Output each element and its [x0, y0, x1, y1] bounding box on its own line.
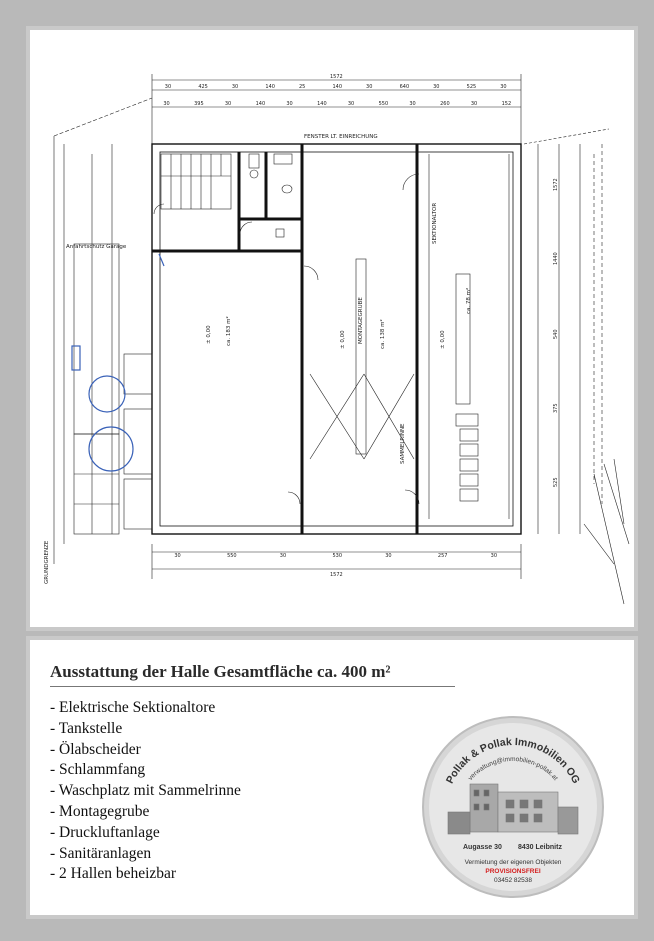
right-room-area: ca. 78 m²	[466, 287, 472, 314]
dimension-label: 30	[500, 84, 507, 90]
dimension-label: 640	[399, 84, 410, 90]
window-label: FENSTER LT. EINREICHUNG	[304, 134, 378, 140]
dimension-label: 30	[366, 84, 373, 90]
stamp-tagline: Vermietung der eigenen Objekten	[464, 859, 562, 866]
dimension-label: 30	[409, 101, 416, 107]
middle-room-area: ca. 138 m²	[380, 319, 386, 349]
stamp-company: Pollak & Pollak Immobilien OG	[443, 735, 583, 786]
dimension-label: 395	[194, 101, 204, 107]
dimension-label: 152	[501, 101, 512, 107]
stamp-email: verwaltung@immobilien-pollak.at	[467, 755, 559, 782]
dimension-label: 525	[553, 477, 559, 487]
dimension-label: 257	[437, 553, 448, 559]
dimension-label: 260	[440, 101, 450, 107]
level-left: ± 0,00	[206, 325, 212, 344]
stamp-city: 8430 Leibnitz	[518, 844, 562, 851]
dimension-label: 1440	[553, 252, 559, 265]
dimension-label: 30	[433, 84, 440, 90]
overall-dimension-bottom: 1572	[330, 572, 343, 578]
company-stamp	[418, 712, 608, 902]
dimension-label: 140	[255, 101, 266, 107]
dimension-label: 140	[332, 84, 343, 90]
dimension-label: 30	[163, 101, 170, 107]
rinne-label: SAMMELRINNE	[400, 423, 406, 464]
feature-item: - Elektrische Sektionaltore	[50, 699, 216, 716]
dimension-label: 30	[164, 84, 172, 90]
feature-item: - Sanitäranlagen	[50, 844, 152, 862]
street-label: GRUNDGRENZE	[44, 540, 50, 584]
dimension-label: 550	[227, 553, 237, 559]
dimension-label: 140	[265, 84, 275, 90]
dimension-label: 30	[224, 101, 232, 107]
sectional-door-label: SEKTIONALTOR	[432, 202, 438, 244]
dimension-label: 30	[279, 553, 287, 559]
stamp-street: Augasse 30	[463, 844, 502, 851]
right-dimension-column	[553, 178, 559, 487]
dimension-label: 30	[347, 101, 355, 107]
dimension-label: 525	[466, 84, 477, 90]
feature-item: - Waschplatz mit Sammelrinne	[50, 782, 241, 800]
floorplan-panel	[26, 26, 638, 631]
info-panel	[26, 636, 638, 919]
feature-item: - Tankstelle	[50, 719, 123, 737]
feature-item: - Montagegrube	[50, 802, 150, 820]
stamp-provisionsfrei: PROVISIONSFREI	[485, 868, 541, 875]
overall-dimension-top: 1572	[330, 74, 343, 80]
level-right: ± 0,00	[440, 330, 446, 349]
pit-label: MONTAGEGRUBE	[358, 297, 364, 344]
dimension-label: 540	[553, 329, 559, 339]
dimension-label: 30	[385, 553, 392, 559]
dimension-label: 1572	[553, 178, 559, 191]
stamp-phone: 03452 82538	[494, 877, 532, 884]
feature-item: - 2 Hallen beheizbar	[50, 865, 177, 883]
bottom-dimension-row	[174, 553, 497, 559]
dimension-label: 30	[286, 101, 293, 107]
feature-item: - Druckluftanlage	[50, 823, 160, 841]
left-annotation: Anfahrtschutz Garage	[66, 244, 127, 250]
dimension-label: 30	[490, 553, 498, 559]
feature-item: - Schlammfang	[50, 761, 146, 779]
dimension-label: 30	[470, 101, 478, 107]
dimension-label: 30	[174, 553, 181, 559]
second-dimension-row	[163, 101, 511, 107]
title-underline	[50, 686, 455, 687]
dimension-label: 375	[553, 403, 559, 413]
dimension-label: 140	[317, 101, 327, 107]
left-room-area: ca. 183 m²	[226, 316, 232, 346]
dimension-label: 550	[378, 101, 389, 107]
equipment-title: Ausstattung der Halle Gesamtfläche ca. 400 m²	[50, 662, 391, 681]
feature-list	[50, 698, 241, 885]
top-dimension-row	[165, 84, 507, 90]
dimension-label: 25	[298, 84, 306, 90]
level-middle: ± 0,00	[340, 330, 346, 349]
dimension-label: 425	[198, 84, 208, 90]
dimension-label: 30	[231, 84, 239, 90]
dimension-label: 530	[332, 553, 343, 559]
floorplan-drawing	[30, 30, 634, 627]
feature-item: - Ölabscheider	[50, 740, 141, 758]
